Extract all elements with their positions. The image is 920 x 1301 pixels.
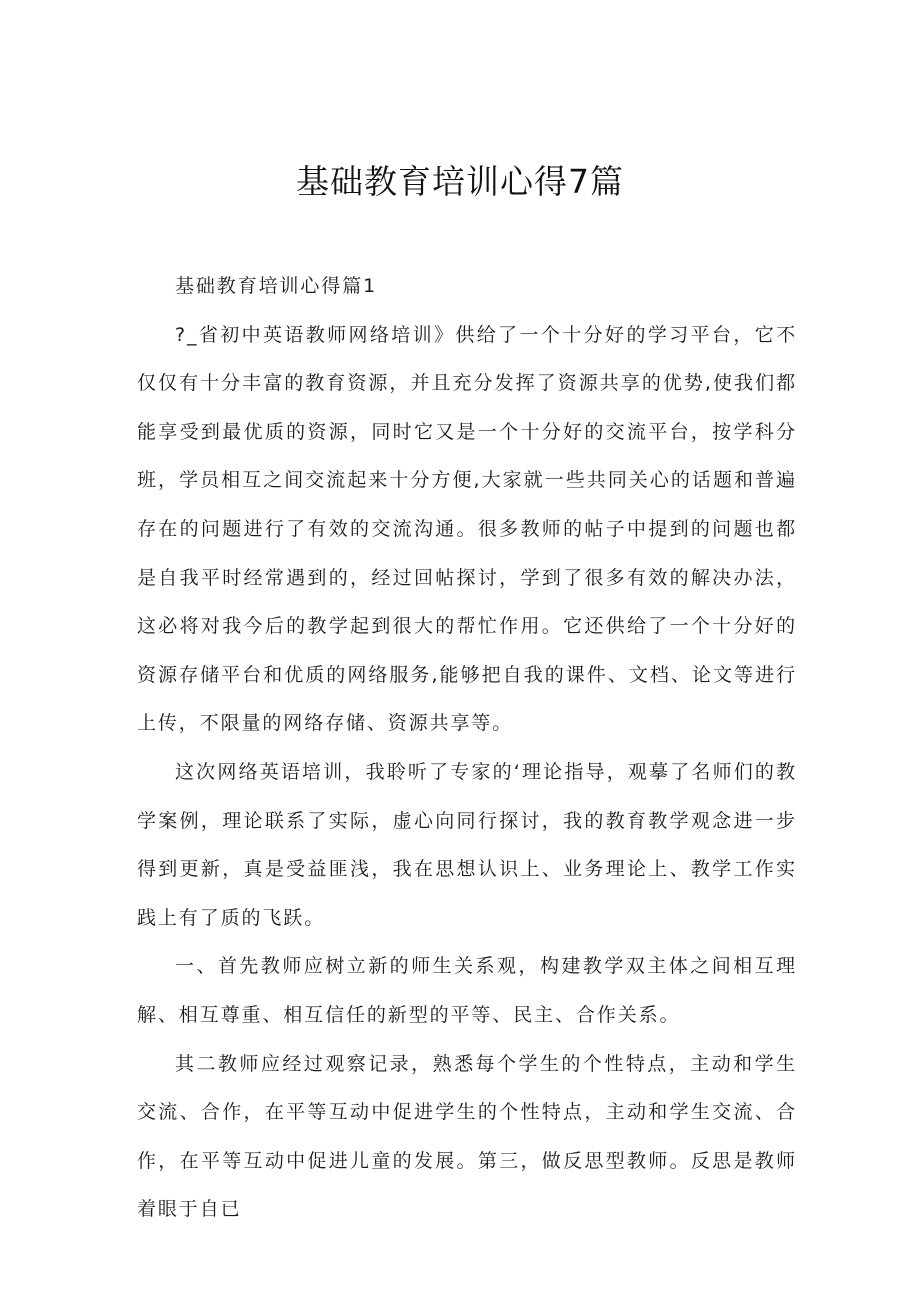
paragraph: 一、首先教师应树立新的师生关系观，构建教学双主体之间相互理解、相互尊重、相互信任的新型的平等、民主、合作关系。 (137, 955, 797, 1026)
section-heading: 基础教育培训心得篇1 (175, 275, 378, 297)
paragraph: 这次网络英语培训，我聆听了专家的‘理论指导，观摹了名师们的教学案例，理论联系了实际，虚心向同行探讨，我的教育教学观念进一步得到更新，真是受益匪浅，我在思想认识上、业务理论上、教学工作实践上有了质的飞跃。 (137, 760, 797, 929)
paragraph: 其二教师应经过观察记录，熟悉每个学生的个性特点，主动和学生交流、合作，在平等互动中促进学生的个性特点，主动和学生交流、合作，在平等互动中促进儿童的发展。第三，做反思型教师。反思是教师着眼于自已 (137, 1052, 797, 1221)
paragraph: ?_省初中英语教师网络培训》供给了一个十分好的学习平台，它不仅仅有十分丰富的教育资源，并且充分发挥了资源共享的优势,使我们都能享受到最优质的资源，同时它又是一个十分好的交流平台，按学科分班，学员相互之间交流起来十分方便,大家就一些共同关心的话题和普遍存在的问题进行了有效的交流沟通。很多教师的帖子中提到的问题也都是自我平时经常遇到的，经过回帖探讨，学到了很多有效的解决办法，这必将对我今后的教学起到很大的帮忙作用。它还供给了一个十分好的资源存储平台和优质的网络服务,能够把自我的课件、文档、论文等进行上传，不限量的网络存储、资源共享等。 (137, 323, 797, 735)
document-title: 基础教育培训心得7篇 (296, 162, 624, 201)
document-body (137, 262, 797, 1234)
